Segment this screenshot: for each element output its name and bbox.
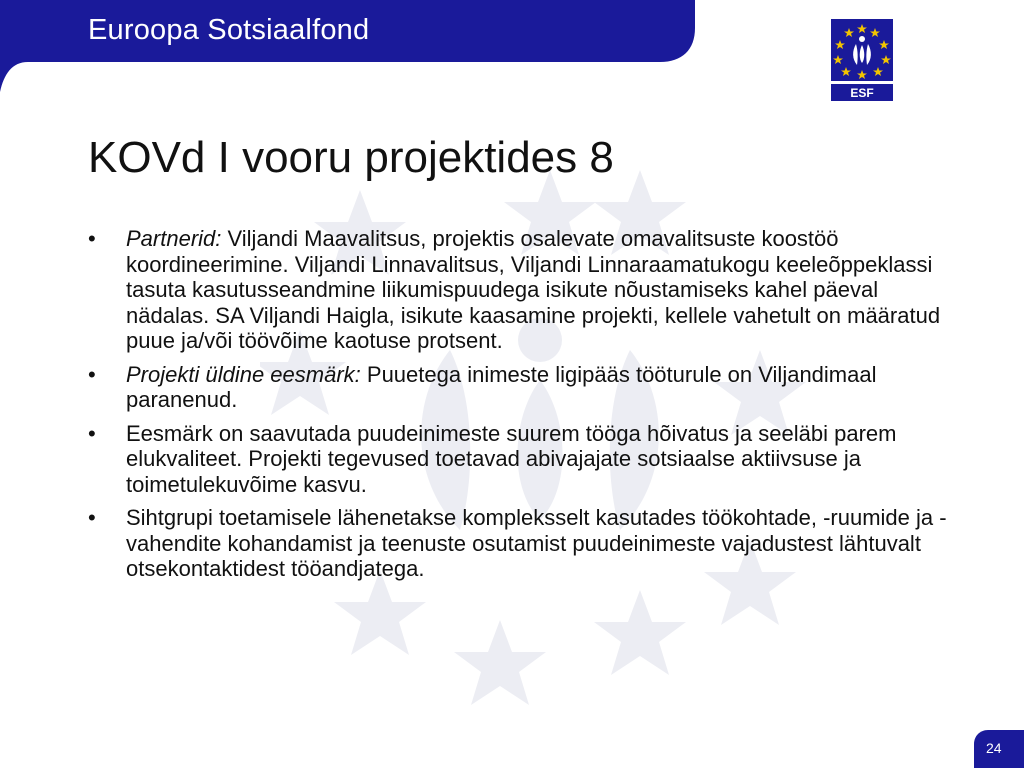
bullet-marker: • <box>88 505 96 530</box>
bullet-marker: • <box>88 361 96 387</box>
bullet-list <box>88 226 948 590</box>
bullet-label: Projekti üldine eesmärk: <box>126 361 361 387</box>
logo-text: ESF <box>850 86 874 100</box>
header-title: Euroopa Sotsiaalfond <box>88 14 370 46</box>
watermark-star <box>594 590 686 675</box>
watermark-star <box>454 620 546 705</box>
bullet-marker: • <box>88 226 96 251</box>
bullet-text: Puuetega inimeste ligipääs tööturule on Viljandimaal paranenud. <box>126 361 877 412</box>
bullet-label: Partnerid: <box>126 226 222 251</box>
bullet-item <box>88 421 948 498</box>
bullet-item <box>88 505 948 582</box>
page-title: KOVd I vooru projektides 8 <box>88 133 614 182</box>
bullet-text: Viljandi Maavalitsus, projektis osalevate omavalitsuste koostöö koordineerimine. Viljandi Linnavalitsus, Viljandi Linnaraamatukogu keeleõppeklassi tasuta kasutusseandmine liikumispuudega isikute nõustamiseks kahel päeval nädalas. SA Viljandi Haigla, isikute kaasamine projekti, kellele vahetult on määratud puue ja/või töövõime kaotuse protsent. <box>126 226 941 353</box>
bullet-text: Eesmärk on saavutada puudeinimeste suurem tööga hõivatus ja seeläbi parem elukvaliteet. Projekti tegevused toetavad abivajajate sotsiaalse aktiivsuse ja toimetulekuvõime kasvu. <box>126 420 897 497</box>
bullet-text: Sihtgrupi toetamisele lähenetakse kompleksselt kasutades töökohtade, -ruumide ja -vahendite kohandamist ja teenuste osutamist puudeinimeste vajadustest lähtuvalt otsekontaktidest tööandjatega. <box>126 505 947 581</box>
esf-logo-icon <box>829 17 895 103</box>
page-number: 24 <box>986 740 1002 756</box>
bullet-item <box>88 362 948 413</box>
bullet-item <box>88 226 948 354</box>
bullet-marker: • <box>88 420 96 446</box>
